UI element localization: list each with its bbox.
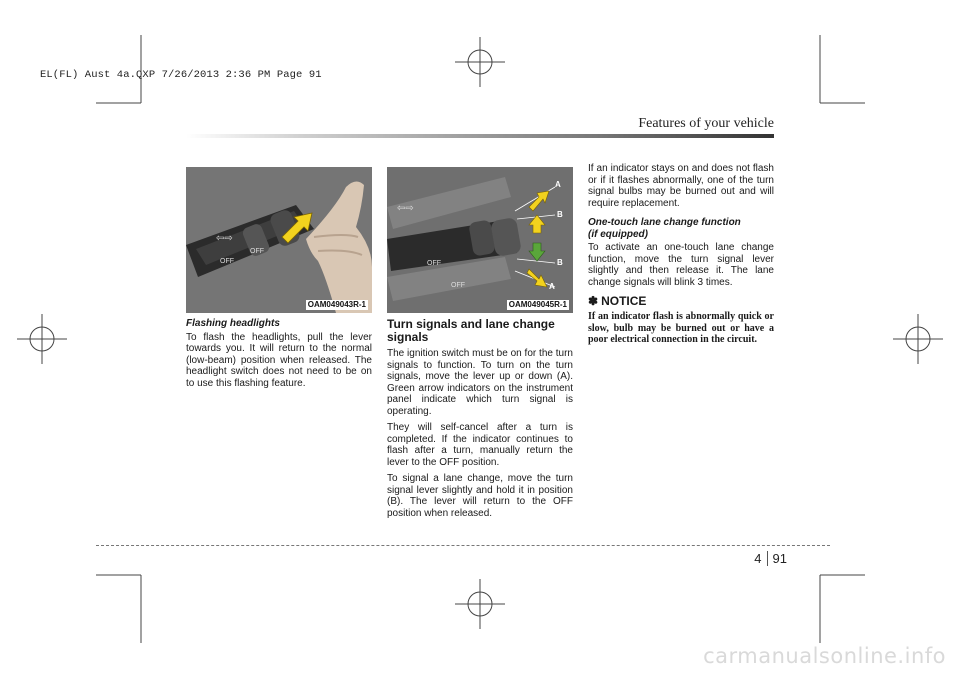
lever-off-label: OFF	[220, 258, 234, 265]
page-header-title: Features of your vehicle	[638, 116, 774, 131]
subhead-flashing-headlights: Flashing headlights	[186, 318, 280, 329]
label-a-bottom: A	[549, 282, 555, 291]
page-number	[754, 551, 787, 566]
chapter-number: 4	[754, 551, 767, 566]
svg-text:⇦⇨: ⇦⇨	[397, 203, 414, 214]
column-2	[387, 318, 573, 524]
registration-mark-right	[893, 314, 943, 364]
header-rule	[186, 134, 774, 138]
paragraph: To signal a lane change, move the turn signal lever slightly and hold it in position (B). The lever will return to the OFF position when released.	[387, 473, 573, 519]
registration-mark-top	[455, 37, 505, 87]
svg-text:⇦⇨: ⇦⇨	[216, 233, 233, 244]
paragraph: They will self-cancel after a turn is completed. If the indicator continues to flash after a turn, manually return the lever to the OFF position.	[387, 422, 573, 468]
figure-headlight-flash	[186, 167, 372, 313]
paragraph: The ignition switch must be on for the turn signals to function. To turn on the turn signals, move the lever up or down (A). Green arrow indicators on the instrument panel indicate which turn signal is operating.	[387, 348, 573, 417]
registration-mark-left	[17, 314, 67, 364]
registration-mark-bottom	[455, 579, 505, 629]
subhead-line: (if equipped)	[588, 228, 648, 240]
notice-body: If an indicator flash is abnormally quick or slow, bulb may be burned out or have a poor electrical connection in the circuit.	[588, 311, 774, 345]
figure-code: OAM049045R-1	[508, 300, 567, 309]
lever-off-label: OFF	[451, 282, 465, 289]
figure-code: OAM049043R-1	[307, 300, 366, 309]
column-3	[588, 163, 774, 351]
print-slug: EL(FL) Aust 4a.QXP 7/26/2013 2:36 PM Page 91	[40, 69, 322, 81]
notice-heading	[588, 294, 774, 308]
lever-off-label: OFF	[250, 248, 264, 255]
label-a-top: A	[555, 180, 561, 189]
subhead-line: One-touch lane change function	[588, 217, 741, 228]
label-b-top: B	[557, 210, 563, 219]
page-number-value: 91	[772, 551, 787, 566]
lever-off-label: OFF	[427, 260, 441, 267]
notice-label: NOTICE	[601, 294, 647, 308]
footer-rule	[96, 545, 830, 546]
paragraph: If an indicator stays on and does not flash or if it flashes abnormally, one of the turn signal bulbs may be burned out and will require replacement.	[588, 163, 774, 209]
paragraph: To activate an one-touch lane change function, move the turn signal lever slightly and then release it. The lane change signals will blink 3 times.	[588, 242, 774, 288]
notice-asterisk-icon: ✽	[588, 294, 599, 308]
subhead-one-touch-lane-change	[588, 217, 774, 240]
label-b-bottom: B	[557, 258, 563, 267]
figure-turn-signal	[387, 167, 573, 313]
watermark: carmanualsonline.info	[703, 644, 946, 668]
section-heading-turn-signals: Turn signals and lane change signals	[387, 317, 555, 344]
column-1	[186, 318, 372, 394]
paragraph: To flash the headlights, pull the lever towards you. It will return to the normal (low-beam) position when released. The headlight switch does not need to be on to use this flashing feature.	[186, 331, 372, 389]
